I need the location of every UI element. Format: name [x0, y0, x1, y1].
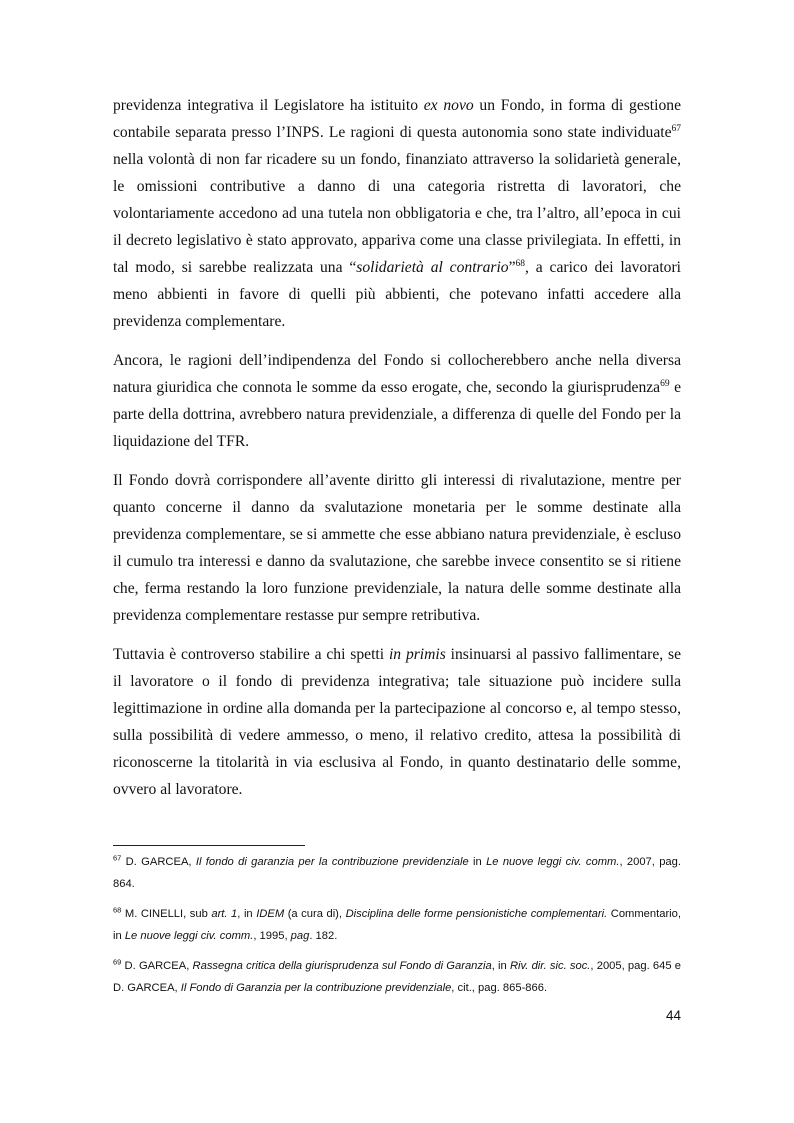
text-run: , 2005, pag. 645 e D. GARCEA, [113, 960, 682, 994]
text-run: previdenza integrativa il Legislatore ha istituito [113, 97, 424, 114]
italic-run: IDEM [256, 908, 285, 920]
italic-run: solidarietà al contrario [356, 259, 509, 276]
footnote-ref: 68 [515, 258, 526, 269]
footnote-separator [113, 845, 305, 846]
text-run: Commentario, in [113, 908, 681, 942]
text-run: , 2007, pag. 864. [113, 856, 681, 890]
text-run: , cit., pag. 865-866. [451, 982, 548, 994]
text-run: M. CINELLI, sub [121, 908, 212, 920]
text-run: nella volontà di non far ricadere su un fondo, finanziato attraverso la solidarietà generale, le omissioni contributive a danno di una categoria ristretta di lavoratori, che volontariamente accedono ad una tutela non obbligatoria e che, tra l’altro, all’epoca in cui il decreto legislativo è stato approvato, appariva come una classe privilegiata. In effetti, in tal modo, si sarebbe realizzata una “ [113, 151, 681, 276]
italic-run: in primis [388, 646, 446, 663]
italic-run: art. 1 [211, 908, 238, 920]
text-run: in [468, 856, 487, 868]
footnote-ref: 67 [113, 853, 122, 863]
text-run: Ancora, le ragioni dell’indipendenza del Fondo si collocherebbero anche nella diversa natura giuridica che connota le somme da esso erogate, che, secondo la giurisprudenza [113, 352, 681, 396]
text-run: , 1995, [253, 930, 291, 942]
footnote-ref: 68 [113, 905, 122, 915]
paragraph [113, 467, 681, 629]
text-run: (a cura di), [284, 908, 346, 920]
italic-run: Il Fondo di Garanzia per la contribuzione previdenziale [180, 982, 452, 994]
text-run: , in [237, 908, 257, 920]
text-run: e parte della dottrina, avrebbero natura previdenziale, a differenza di quelle del Fondo per la liquidazione del TFR. [113, 379, 681, 450]
text-run: insinuarsi al passivo fallimentare, se il lavoratore o il fondo di previdenza integrativa; tale situazione può incidere sulla legittimazione in ordine alla domanda per la partecipazione al concorso e, al tempo stesso, sulla possibilità di vedere ammesso, o meno, il relativo credito, attesa la possibilità di riconoscerne la titolarità in via esclusiva al Fondo, in quanto destinatario delle somme, ovvero al lavoratore. [113, 646, 681, 798]
footnotes [113, 851, 681, 1007]
italic-run: Le nuove leggi civ. comm. [486, 856, 620, 868]
footnote-67 [113, 851, 681, 895]
text-run: . 182. [309, 930, 338, 942]
text-run: , a carico dei lavoratori meno abbienti in favore di quelli più abbienti, che potevano infatti accedere alla previdenza complementare. [113, 259, 681, 330]
footnote-ref: 67 [671, 123, 681, 134]
italic-run: Disciplina delle forme pensionistiche complementari. [345, 908, 611, 920]
italic-run: Riv. dir. sic. soc. [509, 960, 591, 972]
paragraph [113, 347, 681, 455]
text-run: ” [508, 259, 516, 276]
body-text [113, 92, 681, 815]
italic-run: ex novo [423, 97, 474, 114]
italic-run: pag [290, 930, 310, 942]
text-run: , in [491, 960, 510, 972]
text-run: D. GARCEA, [121, 856, 196, 868]
footnote-ref: 69 [113, 957, 122, 967]
footnote-68 [113, 903, 681, 947]
italic-run: Rassegna critica della giurisprudenza sul Fondo di Garanzia [192, 960, 492, 972]
italic-run: Il fondo di garanzia per la contribuzione previdenziale [195, 856, 469, 868]
text-run: D. GARCEA, [121, 960, 193, 972]
text-run: Tuttavia è controverso stabilire a chi spetti [113, 646, 389, 663]
paragraph [113, 92, 681, 335]
paragraph [113, 641, 681, 803]
page-number: 44 [665, 1008, 681, 1023]
italic-run: Le nuove leggi civ. comm. [124, 930, 254, 942]
text-run: Il Fondo dovrà corrispondere all’avente diritto gli interessi di rivalutazione, mentre per quanto concerne il danno da svalutazione monetaria per le somme destinate alla previdenza complementare, se si ammette che esse abbiano natura previdenziale, è escluso il cumulo tra interessi e danno da svalutazione, che sarebbe invece consentito se si ritiene che, ferma restando la loro funzione previdenziale, la natura delle somme destinate alla previdenza complementare restasse pur sempre retributiva. [113, 472, 681, 624]
footnote-69 [113, 955, 681, 999]
footnote-ref: 69 [660, 378, 670, 389]
text-run: un Fondo, in forma di gestione contabile separata presso l’INPS. Le ragioni di questa autonomia sono state individuate [113, 97, 681, 141]
